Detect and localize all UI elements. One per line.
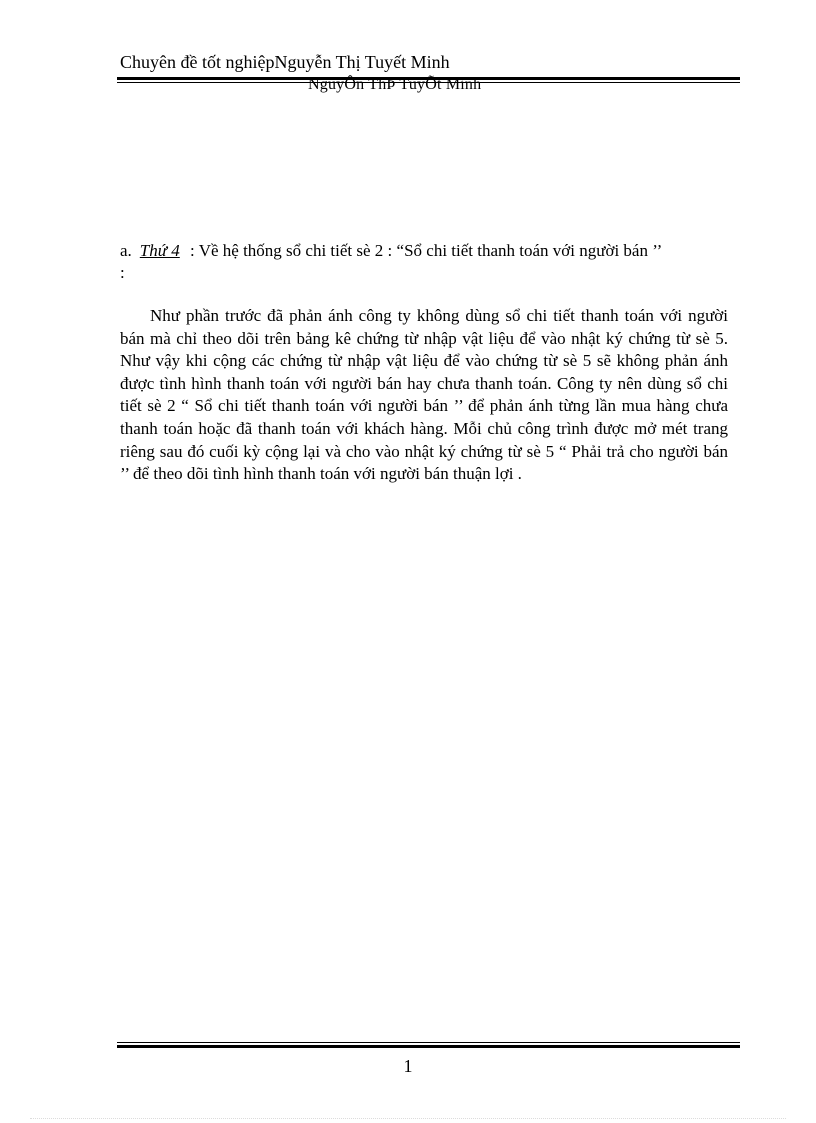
footer-rule-thin [117,1042,740,1043]
section-trailing: : [120,263,125,282]
section-marker: a. [120,241,132,260]
page-bottom-dotted-line [30,1118,786,1119]
section-title: : Về hệ thống sổ chi tiết sè 2 : “Sổ chi tiết thanh toán với người bán ’’ [185,241,663,260]
page-number: 1 [403,1056,413,1076]
section-heading [120,240,730,284]
header-title: Chuyên đề tốt nghiệpNguyễn Thị Tuyết Minh [120,52,450,72]
header-subtitle: NguyÔn ThÞ TuyÕt Minh [308,76,482,93]
footer-rule-thick [117,1045,740,1048]
section-label: Thứ 4 [139,241,180,260]
body-paragraph: Như phần trước đã phản ánh công ty không dùng sổ chi tiết thanh toán với người bán mà chỉ theo dõi trên bảng kê chứng từ nhập vật liệu để vào nhật ký chứng từ sè 5. Như vậy khi cộng các chứng từ nhập vật liệu để vào chứng từ sè 5 sẽ không phản ánh được tình hình thanh toán với người bán hay chưa thanh toán. Công ty nên dùng sổ chi tiết sè 2 “ Sổ chi tiết thanh toán với người bán ’’ để phản ánh từng lần mua hàng chưa thanh toán hoặc đã thanh toán với khách hàng. Mỗi chủ công trình được mở mét trang riêng sau đó cuối kỳ cộng lại và cho vào nhật ký chứng từ sè 5 “ Phải trả cho người bán ’’ để theo dõi tình hình thanh toán với người bán thuận lợi . [120,306,728,484]
